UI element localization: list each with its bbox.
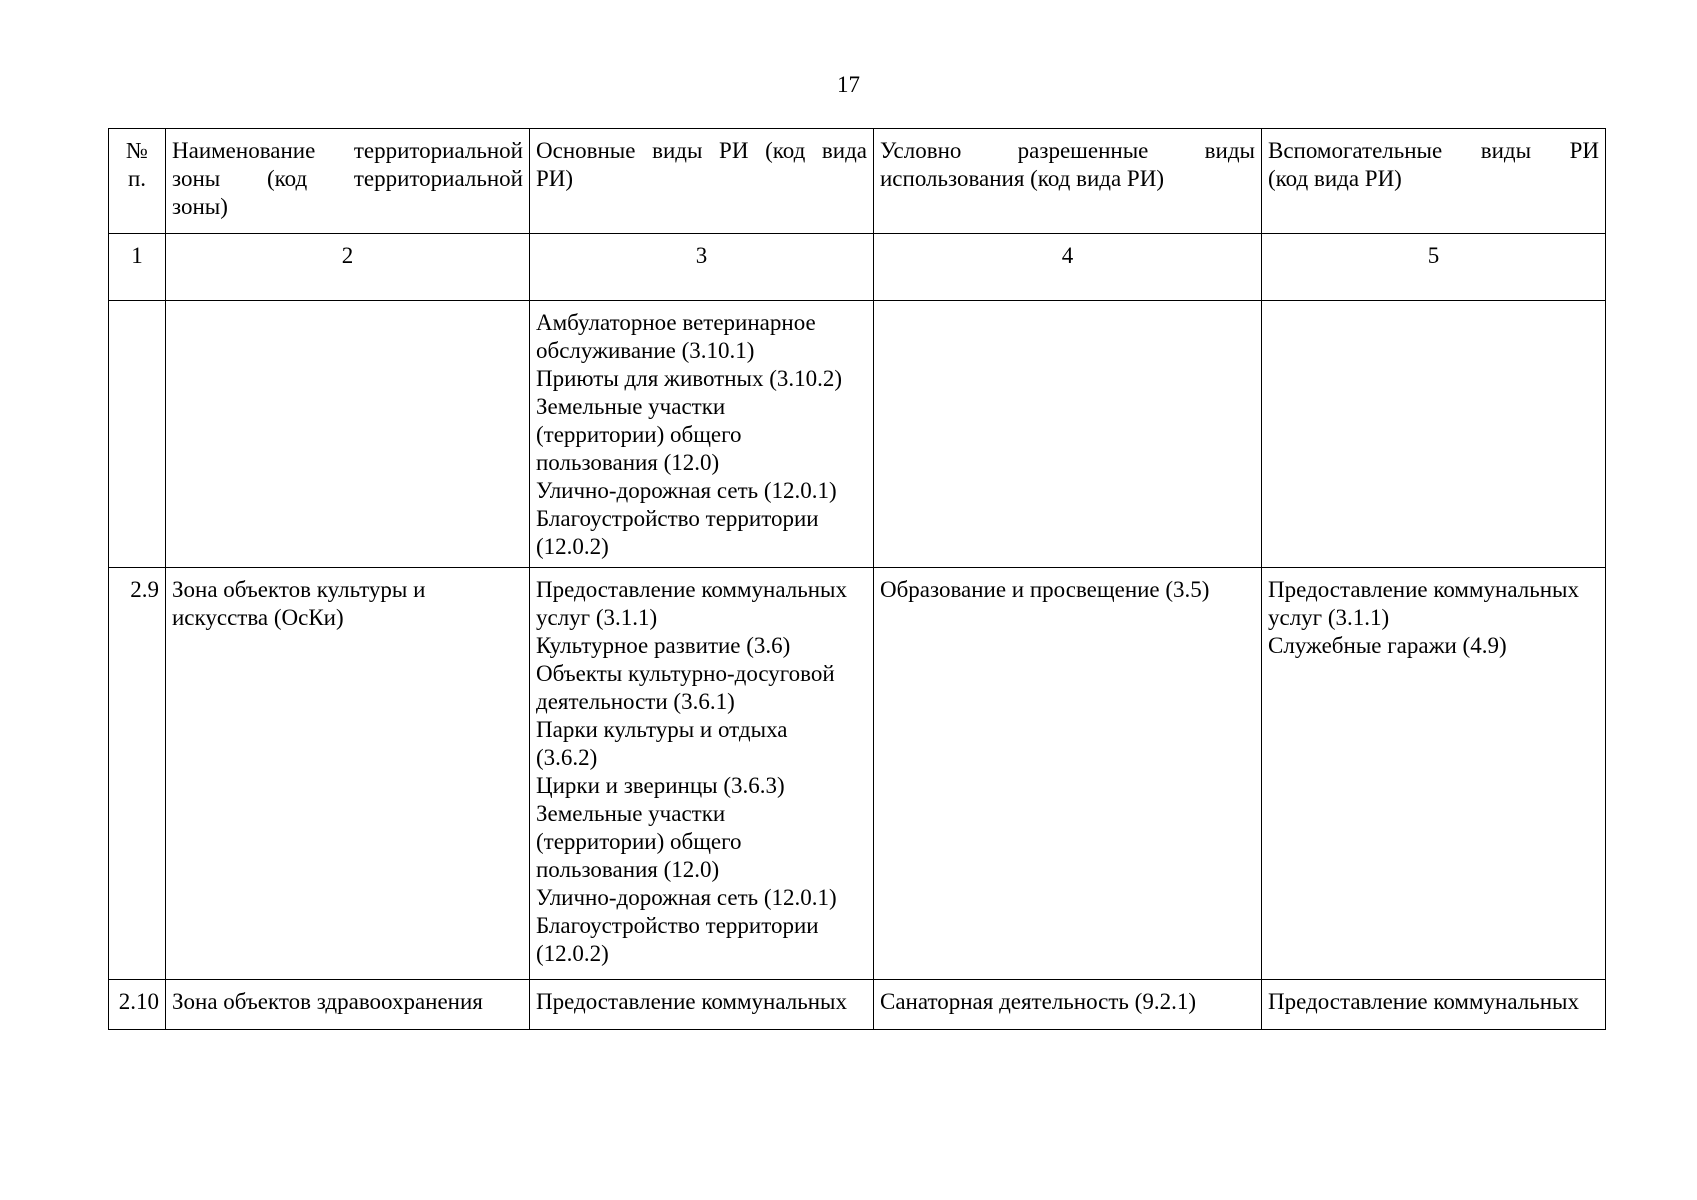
cell-line: искусства (ОсКи) bbox=[172, 605, 344, 630]
cell-line: Приюты для животных (3.10.2) bbox=[536, 366, 843, 391]
header-text: Основные виды РИ (код вида bbox=[536, 138, 867, 163]
auxiliary-uses bbox=[1262, 301, 1606, 568]
main-uses bbox=[530, 301, 874, 568]
cell-line: Парки культуры и отдыха bbox=[536, 717, 788, 742]
header-text: РИ) bbox=[536, 166, 574, 191]
page-number: 17 bbox=[837, 72, 860, 97]
header-text: зоны) bbox=[172, 194, 228, 219]
cell-line: (территории) общего bbox=[536, 829, 742, 854]
header-col-number bbox=[109, 129, 166, 234]
header-col-conditional-uses bbox=[874, 129, 1262, 234]
row-number: 2.9 bbox=[109, 568, 166, 980]
column-number: 2 bbox=[166, 234, 530, 301]
row-number: 2.10 bbox=[109, 980, 166, 1030]
header-text: использования (код вида РИ) bbox=[880, 166, 1164, 191]
zone-name bbox=[166, 568, 530, 980]
zone-name bbox=[166, 301, 530, 568]
cell-line: услуг (3.1.1) bbox=[536, 605, 658, 630]
cell-line: Предоставление коммунальных bbox=[1268, 989, 1579, 1014]
column-number: 5 bbox=[1262, 234, 1606, 301]
table-row bbox=[109, 301, 1606, 568]
zone-name bbox=[166, 980, 530, 1030]
header-text: № bbox=[126, 138, 148, 163]
header-col-main-uses bbox=[530, 129, 874, 234]
cell-line: (12.0.2) bbox=[536, 941, 609, 966]
header-text: Вспомогательные виды РИ bbox=[1268, 138, 1599, 163]
row-number bbox=[109, 301, 166, 568]
cell-line: деятельности (3.6.1) bbox=[536, 689, 735, 714]
cell-line: Культурное развитие (3.6) bbox=[536, 633, 791, 658]
cell-line: пользования (12.0) bbox=[536, 450, 720, 475]
cell-line: Служебные гаражи (4.9) bbox=[1268, 633, 1507, 658]
cell-line: Предоставление коммунальных bbox=[536, 577, 847, 602]
cell-line: услуг (3.1.1) bbox=[1268, 605, 1390, 630]
cell-line: Улично-дорожная сеть (12.0.1) bbox=[536, 885, 837, 910]
cell-line: пользования (12.0) bbox=[536, 857, 720, 882]
cell-line: обслуживание (3.10.1) bbox=[536, 338, 755, 363]
conditional-uses bbox=[874, 301, 1262, 568]
header-text: Условно разрешенные виды bbox=[880, 138, 1255, 163]
header-col-zone-name bbox=[166, 129, 530, 234]
header-text: (код вида РИ) bbox=[1268, 166, 1402, 191]
cell-line: Зона объектов здравоохранения bbox=[172, 989, 483, 1014]
auxiliary-uses bbox=[1262, 568, 1606, 980]
conditional-uses bbox=[874, 568, 1262, 980]
column-number: 4 bbox=[874, 234, 1262, 301]
header-col-auxiliary-uses bbox=[1262, 129, 1606, 234]
auxiliary-uses bbox=[1262, 980, 1606, 1030]
table-row bbox=[109, 568, 1606, 980]
header-text: зоны (код территориальной bbox=[172, 166, 523, 191]
table-header-row bbox=[109, 129, 1606, 234]
column-number: 3 bbox=[530, 234, 874, 301]
cell-line: Санаторная деятельность (9.2.1) bbox=[880, 989, 1196, 1014]
cell-line: Амбулаторное ветеринарное bbox=[536, 310, 816, 335]
cell-line: Предоставление коммунальных bbox=[1268, 577, 1579, 602]
cell-line: (12.0.2) bbox=[536, 534, 609, 559]
cell-line: (территории) общего bbox=[536, 422, 742, 447]
column-number: 1 bbox=[109, 234, 166, 301]
table-row bbox=[109, 980, 1606, 1030]
cell-line: Объекты культурно-досуговой bbox=[536, 661, 835, 686]
cell-line: Цирки и зверинцы (3.6.3) bbox=[536, 773, 785, 798]
cell-line: (3.6.2) bbox=[536, 745, 598, 770]
conditional-uses bbox=[874, 980, 1262, 1030]
cell-line: Зона объектов культуры и bbox=[172, 577, 426, 602]
cell-line: Улично-дорожная сеть (12.0.1) bbox=[536, 478, 837, 503]
header-text: п. bbox=[127, 166, 147, 191]
zoning-table bbox=[108, 128, 1606, 1030]
main-uses bbox=[530, 568, 874, 980]
column-number-row bbox=[109, 234, 1606, 301]
cell-line: Земельные участки bbox=[536, 801, 726, 826]
cell-line: Благоустройство территории bbox=[536, 506, 819, 531]
cell-line: Благоустройство территории bbox=[536, 913, 819, 938]
header-text: Наименование территориальной bbox=[172, 138, 523, 163]
main-uses bbox=[530, 980, 874, 1030]
cell-line: Предоставление коммунальных bbox=[536, 989, 847, 1014]
cell-line: Земельные участки bbox=[536, 394, 726, 419]
cell-line: Образование и просвещение (3.5) bbox=[880, 577, 1210, 602]
